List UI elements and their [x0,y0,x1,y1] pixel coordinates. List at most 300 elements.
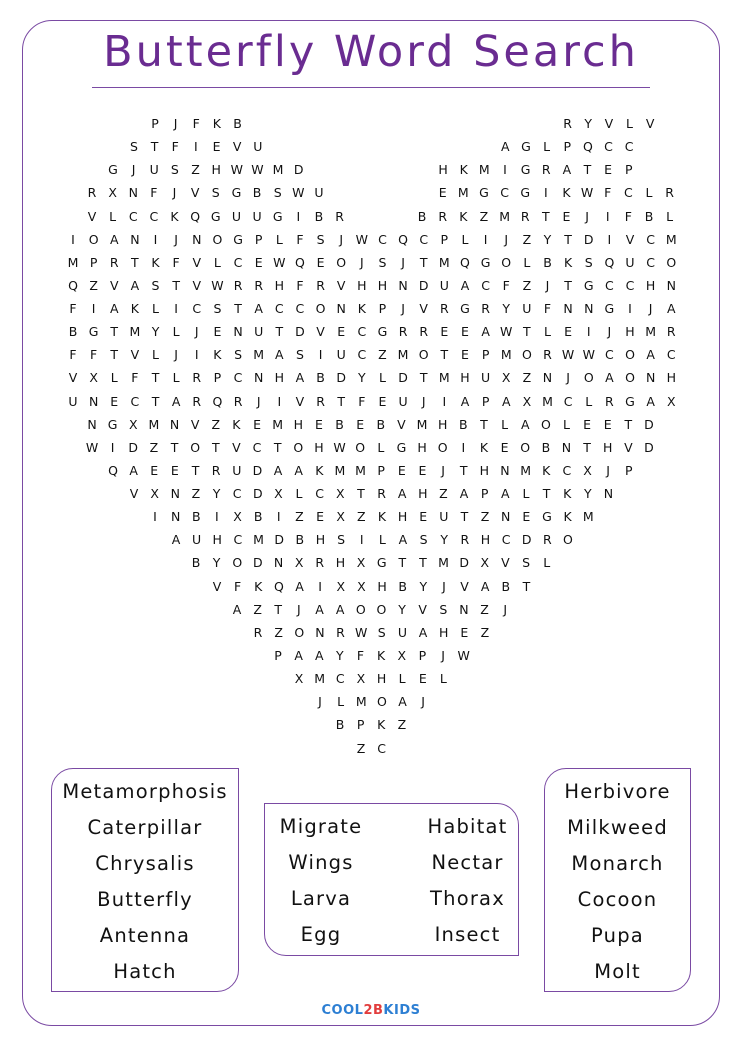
grid-letter: T [172,277,180,293]
grid-letter: F [624,208,632,224]
grid-letter: M [355,462,366,478]
grid-letter: I [586,324,591,340]
grid-letter: J [441,462,445,478]
grid-letter: Z [274,624,283,640]
grid-letter: G [88,324,99,340]
grid-letter: D [644,439,654,455]
grid-letter: J [174,231,178,247]
grid-letter: X [397,647,407,663]
grid-letter: P [213,370,222,386]
grid-letter: Q [108,462,118,478]
grid-letter: M [272,416,284,432]
grid-letter: T [624,416,633,432]
grid-letter: H [480,532,491,548]
grid-letter: S [584,254,593,270]
grid-letter: H [377,277,388,293]
grid-letter: Y [212,486,221,502]
grid-letter: G [210,208,221,224]
grid-letter: G [625,393,635,409]
grid-letter: T [564,231,572,247]
grid-letter: B [295,532,305,548]
grid-letter: L [152,347,159,363]
grid-letter: R [316,393,325,409]
grid-letter: G [108,162,118,178]
grid-letter: X [501,370,511,386]
grid-letter: L [377,439,385,455]
grid-letter: V [336,277,346,293]
grid-letter: V [624,439,633,455]
grid-letter: K [377,509,387,525]
grid-letter: N [169,416,180,432]
logo-part-3: KIDS [383,1003,421,1018]
grid-letter: G [479,185,489,201]
grid-letter: I [153,509,157,525]
grid-letter: U [439,509,449,525]
grid-letter: N [500,462,510,478]
grid-letter: B [398,578,407,594]
grid-letter: J [441,647,445,663]
grid-row [0,322,742,342]
grid-letter: R [254,277,263,293]
grid-letter: Y [440,532,448,548]
grid-letter: X [233,509,242,525]
grid-row [0,207,742,227]
grid-letter: C [378,231,387,247]
word-item: Butterfly [97,888,193,911]
grid-letter: J [256,393,261,409]
grid-letter: C [233,254,243,270]
grid-letter: O [294,624,305,640]
grid-letter: M [397,347,409,363]
logo-part-1: COOL [321,1003,364,1018]
grid-letter: C [605,347,614,363]
grid-letter: B [459,416,468,432]
grid-letter: J [401,254,405,270]
grid-letter: C [233,532,243,548]
grid-letter: T [275,324,284,340]
grid-row [0,507,742,527]
grid-letter: C [357,347,367,363]
grid-row [0,739,742,759]
grid-letter: P [378,301,387,317]
grid-letter: S [170,162,179,178]
grid-letter: O [625,347,635,363]
grid-letter: G [272,208,283,224]
grid-letter: U [232,462,242,478]
grid-letter: W [211,277,224,293]
grid-letter: I [359,532,364,548]
grid-letter: L [461,231,469,247]
grid-letter: Y [357,370,366,386]
grid-letter: U [439,277,449,293]
grid-letter: L [645,185,653,201]
grid-letter: C [605,277,614,293]
grid-letter: O [232,555,243,571]
grid-letter: J [566,370,570,386]
grid-letter: L [501,416,509,432]
grid-letter: Y [584,116,593,131]
grid-letter: L [544,324,551,340]
grid-letter: Y [398,601,406,617]
grid-letter: V [397,416,406,432]
grid-letter: V [232,439,241,455]
grid-letter: F [150,185,158,201]
grid-letter: E [500,439,509,455]
grid-letter: S [234,347,242,363]
grid-letter: G [376,555,387,571]
word-item: Larva [290,887,352,910]
grid-letter: N [88,393,99,409]
grid-letter: Y [502,301,511,317]
grid-letter: V [190,416,200,432]
grid-letter: A [501,486,510,502]
grid-letter: A [460,393,470,409]
grid-letter: D [336,370,346,386]
grid-letter: I [276,509,281,525]
grid-letter: A [273,462,283,478]
grid-letter: R [438,208,448,224]
grid-letter: N [192,231,202,247]
grid-letter: Q [212,393,223,409]
grid-letter: P [481,393,490,409]
grid-row [0,461,742,481]
word-item: Chrysalis [95,852,195,875]
grid-letter: U [522,301,532,317]
grid-letter: I [483,231,488,247]
grid-row [0,715,742,735]
grid-letter: E [378,393,387,409]
grid-letter: Z [357,509,366,525]
grid-letter: Q [273,578,284,594]
grid-letter: O [212,231,223,247]
grid-letter: L [543,139,551,155]
grid-letter: R [520,208,530,224]
word-item: Milkweed [567,816,668,839]
grid-letter: M [67,254,79,270]
word-item: Monarch [571,852,664,875]
grid-letter: L [626,116,633,131]
grid-letter: K [130,301,139,317]
grid-letter: N [603,486,614,502]
grid-letter: S [377,624,386,640]
grid-letter: A [460,277,470,293]
grid-letter: Q [582,139,593,155]
grid-letter: R [605,393,614,409]
grid-letter: T [440,347,449,363]
grid-letter: U [398,393,408,409]
grid-row [0,530,742,550]
grid-letter: E [316,254,325,270]
word-list-left [51,768,239,992]
grid-letter: Z [253,601,262,617]
grid-letter: J [173,116,178,131]
grid-letter: Z [480,624,490,640]
grid-letter: I [194,139,198,155]
grid-letter: Y [151,324,160,340]
grid-letter: K [563,486,572,502]
grid-letter: R [460,532,470,548]
grid-letter: B [68,324,78,340]
grid-letter: W [292,185,305,201]
grid-letter: E [254,254,263,270]
grid-letter: C [481,277,490,293]
grid-letter: R [666,324,676,340]
grid-letter: J [503,601,508,617]
grid-letter: P [151,116,159,131]
grid-letter: I [277,393,282,409]
grid-letter: T [522,578,531,594]
grid-letter: Y [584,486,592,502]
grid-row [0,253,742,273]
grid-letter: R [315,555,325,571]
grid-letter: R [109,254,119,270]
grid-letter: H [438,162,448,178]
grid-letter: Z [191,486,201,502]
grid-letter: T [110,324,119,340]
grid-letter: S [439,601,448,617]
grid-letter: D [459,555,469,571]
grid-letter: W [580,185,594,201]
grid-letter: C [563,393,573,409]
grid-letter: U [231,208,241,224]
logo-part-2: 2B [363,1003,384,1018]
grid-letter: R [233,393,243,409]
grid-letter: B [191,509,201,525]
grid-letter: J [318,694,322,710]
grid-letter: Z [397,717,407,733]
grid-letter: P [356,717,365,733]
grid-letter: T [273,439,282,455]
grid-letter: I [442,393,447,409]
grid-letter: V [87,208,97,224]
grid-letter: T [191,462,200,478]
grid-letter: E [438,185,447,201]
grid-letter: Z [211,416,221,432]
grid-letter: Z [149,439,159,455]
grid-letter: G [520,162,531,178]
grid-letter: M [457,185,469,201]
grid-letter: X [583,462,592,478]
grid-letter: X [666,393,676,409]
grid-letter: C [500,185,509,201]
grid-letter: Y [212,555,221,571]
grid-letter: X [128,416,138,432]
grid-letter: J [131,162,136,178]
grid-letter: M [478,162,490,178]
grid-letter: M [645,324,657,340]
grid-letter: G [396,439,407,455]
page-title: Butterfly Word Search [103,27,639,77]
grid-letter: R [192,393,202,409]
grid-letter: R [253,624,263,640]
grid-letter: I [296,208,301,224]
grid-letter: D [583,231,594,247]
grid-letter: M [416,416,428,432]
grid-letter: N [563,301,573,317]
grid-row [0,183,742,203]
grid-letter: N [584,301,594,317]
grid-letter: F [172,254,180,270]
grid-letter: Z [522,370,532,386]
grid-letter: T [357,486,365,502]
grid-letter: A [562,162,572,178]
grid-letter: X [357,578,366,594]
grid-letter: B [417,208,427,224]
grid-letter: R [233,277,243,293]
grid-letter: C [130,393,140,409]
grid-row [0,692,742,712]
grid-letter: B [253,509,263,525]
grid-letter: R [439,301,449,317]
grid-letter: S [211,185,220,201]
grid-letter: E [110,393,119,409]
grid-letter: K [357,301,366,317]
grid-letter: N [273,555,284,571]
grid-letter: G [583,277,594,293]
grid-letter: S [378,254,387,270]
grid-letter: P [418,647,427,663]
grid-letter: L [152,301,159,317]
grid-letter: B [541,439,551,455]
grid-letter: N [315,624,325,640]
grid-letter: I [461,439,466,455]
grid-letter: N [170,486,180,502]
grid-letter: Z [439,486,448,502]
grid-letter: L [523,254,531,270]
grid-letter: T [110,347,119,363]
word-item: Molt [594,960,641,983]
grid-letter: F [131,370,139,386]
grid-letter: G [520,185,531,201]
grid-letter: C [252,439,262,455]
grid-letter: M [499,208,510,224]
grid-letter: U [68,393,78,409]
grid-letter: K [563,509,572,525]
grid-letter: X [522,393,532,409]
grid-letter: G [480,254,491,270]
grid-letter: F [502,277,510,293]
grid-letter: L [295,486,303,502]
grid-letter: M [253,532,264,548]
grid-letter: Q [398,231,408,247]
grid-letter: P [480,486,489,502]
grid-row [0,669,742,689]
grid-letter: W [582,347,595,363]
grid-letter: P [624,162,633,178]
grid-letter: C [335,671,345,687]
grid-letter: P [624,462,633,478]
grid-letter: G [377,324,388,340]
grid-letter: E [583,416,592,432]
grid-letter: U [254,324,264,340]
grid-letter: M [582,509,594,525]
grid-letter: T [151,370,160,386]
word-list-right [544,768,691,992]
grid-letter: R [377,486,386,502]
grid-letter: J [421,694,425,710]
grid-letter: H [438,416,448,432]
grid-letter: A [501,139,510,155]
grid-letter: D [644,416,654,432]
cool2bkids-logo [310,1001,432,1021]
grid-letter: O [437,439,448,455]
grid-letter: C [128,208,138,224]
grid-letter: I [503,162,507,178]
grid-letter: M [542,393,553,409]
grid-row [0,600,742,620]
grid-letter: G [460,301,470,317]
grid-letter: E [356,416,365,432]
grid-letter: J [648,301,653,317]
grid-letter: C [562,462,572,478]
grid-letter: Y [419,578,428,594]
grid-letter: W [561,347,575,363]
grid-letter: E [419,509,428,525]
grid-letter: H [417,439,427,455]
grid-letter: C [625,277,635,293]
grid-letter: R [481,301,490,317]
grid-letter: P [377,462,385,478]
grid-letter: Z [295,509,304,525]
grid-letter: M [438,555,449,571]
grid-row [0,114,742,134]
grid-letter: Q [68,277,78,293]
grid-letter: M [272,162,284,178]
grid-letter: B [191,555,201,571]
grid-letter: V [625,231,635,247]
grid-letter: I [318,347,323,363]
grid-letter: I [153,231,158,247]
grid-letter: F [356,647,365,663]
grid-letter: O [418,347,429,363]
grid-letter: T [170,439,179,455]
grid-letter: C [666,347,676,363]
grid-letter: D [252,486,263,502]
grid-letter: H [335,555,346,571]
grid-letter: L [213,254,221,270]
grid-letter: X [294,671,304,687]
grid-letter: G [233,231,243,247]
grid-letter: H [460,370,470,386]
grid-letter: N [459,601,469,617]
grid-letter: E [461,347,469,363]
grid-letter: C [295,301,305,317]
grid-letter: M [438,370,450,386]
grid-letter: H [479,462,490,478]
grid-letter: C [232,486,242,502]
grid-letter: O [336,254,347,270]
grid-letter: D [295,324,305,340]
grid-letter: A [254,301,263,317]
grid-letter: N [645,370,656,386]
grid-letter: C [357,324,367,340]
grid-letter: C [501,532,511,548]
grid-letter: O [355,601,366,617]
grid-letter: W [354,624,368,640]
grid-letter: G [231,185,242,201]
grid-letter: I [605,208,610,224]
grid-letter: T [480,416,488,432]
grid-letter: F [296,277,304,293]
grid-letter: B [376,416,386,432]
grid-letter: V [68,370,78,386]
grid-letter: A [666,301,676,317]
grid-letter: U [397,624,407,640]
grid-letter: D [418,277,429,293]
grid-letter: L [378,532,386,548]
grid-letter: F [192,116,200,131]
grid-letter: C [646,231,655,247]
